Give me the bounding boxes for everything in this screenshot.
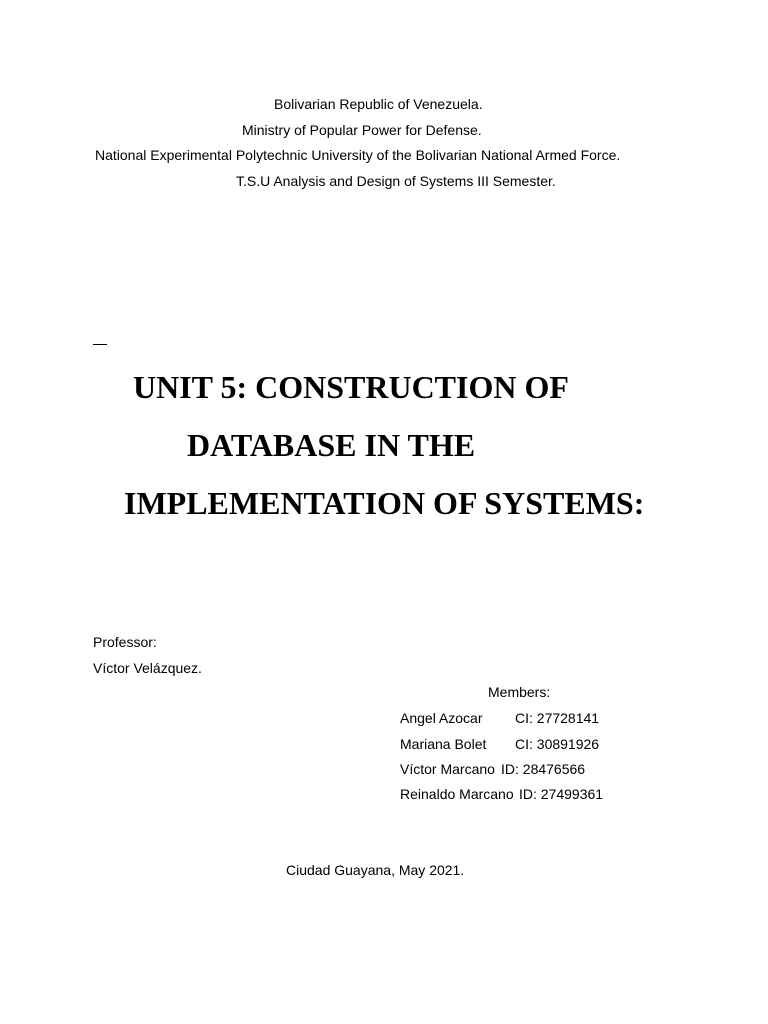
header-country: Bolivarian Republic of Venezuela. xyxy=(274,96,483,112)
members-label: Members: xyxy=(488,684,551,700)
header-program: T.S.U Analysis and Design of Systems III Semester. xyxy=(236,173,556,189)
professor-name: Víctor Velázquez. xyxy=(93,660,202,676)
member-id: ID: 27499361 xyxy=(519,786,604,802)
title-line-1: UNIT 5: CONSTRUCTION OF xyxy=(133,369,569,405)
member-name: Víctor Marcano xyxy=(400,761,495,777)
header-ministry: Ministry of Popular Power for Defense. xyxy=(242,122,482,138)
title-line-3: IMPLEMENTATION OF SYSTEMS: xyxy=(124,485,645,521)
title-line-2: DATABASE IN THE xyxy=(187,427,476,463)
member-name: Mariana Bolet xyxy=(400,736,487,752)
member-id: CI: 30891926 xyxy=(515,736,600,752)
divider-dash xyxy=(93,344,107,345)
professor-label: Professor: xyxy=(93,634,157,650)
header-university: National Experimental Polytechnic University of the Bolivarian National Armed Force. xyxy=(95,147,621,163)
member-id: ID: 28476566 xyxy=(501,761,586,777)
member-id: CI: 27728141 xyxy=(515,710,600,726)
member-name: Angel Azocar xyxy=(400,710,483,726)
member-name: Reinaldo Marcano xyxy=(400,786,514,802)
place-date: Ciudad Guayana, May 2021. xyxy=(286,862,465,878)
